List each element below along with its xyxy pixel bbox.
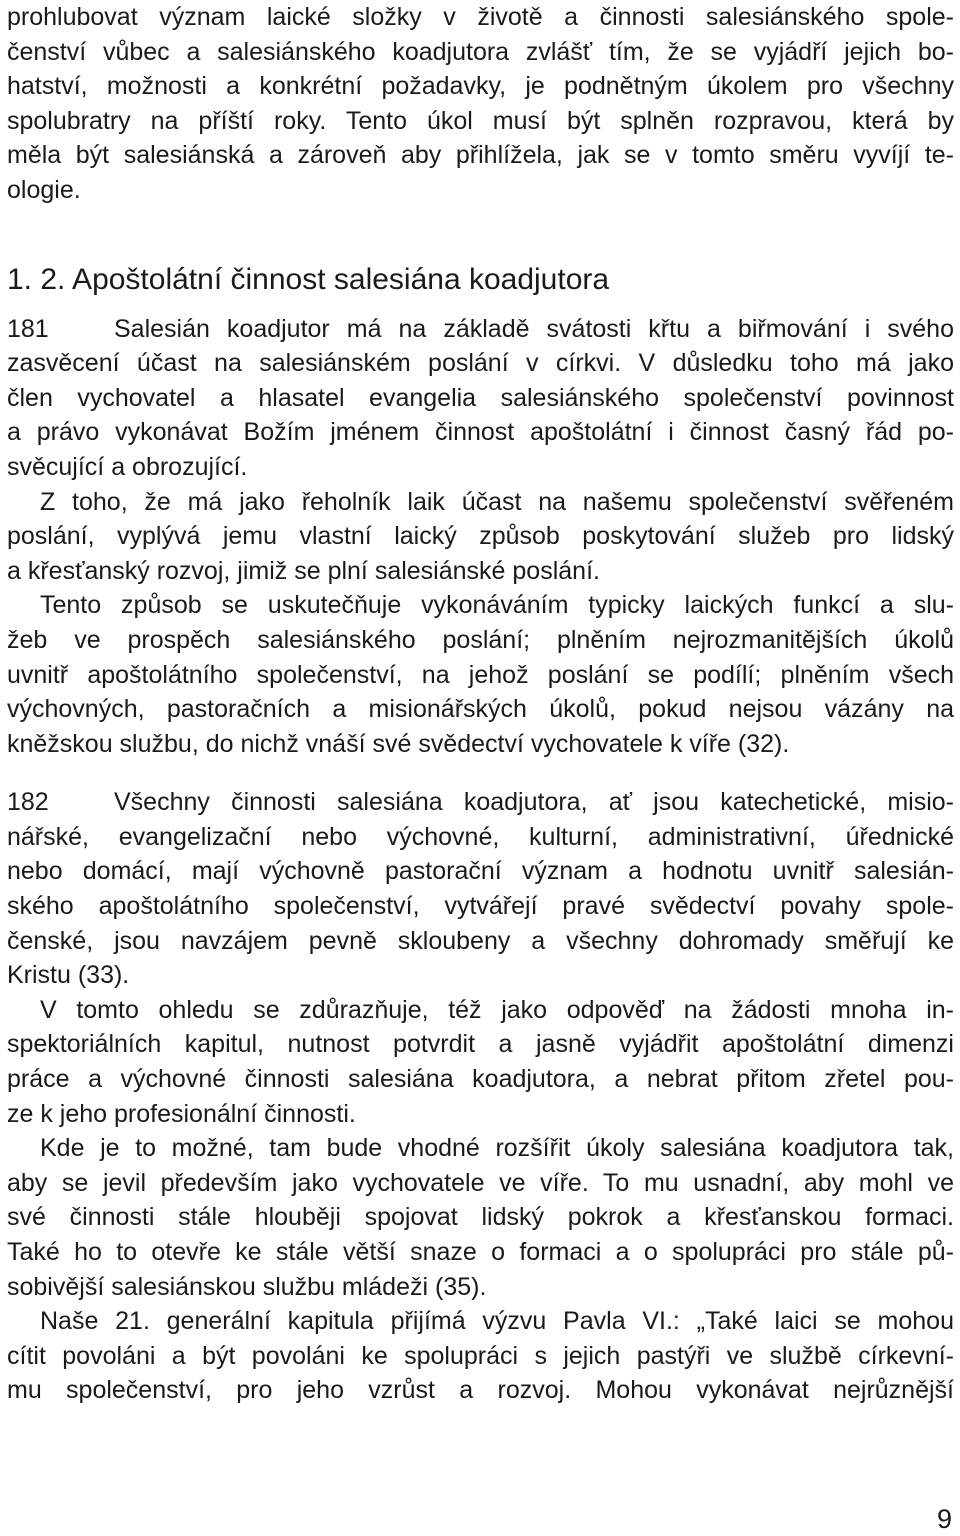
- text-line: sobivější salesiánskou službu mládeži (35).: [7, 1272, 487, 1301]
- text-line: zasvěcení účast na salesiánském poslání v církvi. V důsledku toho má jako: [7, 349, 954, 378]
- text-line: [7, 785, 954, 820]
- text-line: Kristu (33).: [7, 961, 130, 990]
- text-line: mu společenství, pro jeho vzrůst a rozvoj. Mohou vykonávat nejrůznější: [7, 1376, 954, 1405]
- text-line: žeb ve prospěch salesiánského poslání; plněním nejrozmanitějších úkolů: [7, 625, 954, 654]
- text-line: svěcující a obrozující.: [7, 452, 248, 481]
- paragraph-181-b: [7, 485, 954, 589]
- text-line: prohlubovat význam laické složky v životě a činnosti salesiánského spole-: [7, 3, 954, 31]
- text-line: člen vychovatel a hlasatel evangelia salesiánského společenství povinnost: [7, 383, 954, 412]
- text-line: měla být salesiánská a zároveň aby přihlížela, jak se v tomto směru vyvíjí te-: [7, 141, 954, 170]
- paragraph-number: 182: [7, 788, 49, 817]
- document-page: [7, 0, 954, 1408]
- text-line: čenské, jsou navzájem pevně skloubeny a všechny dohromady směřují ke: [7, 926, 954, 955]
- text-line: aby se jevil především jako vychovatele ve víře. To mu usnadní, aby mohl ve: [7, 1168, 954, 1197]
- paragraph-181-c: [7, 588, 954, 761]
- text-line: spektoriálních kapitul, nutnost potvrdit a jasně vyjádřit apoštolátní dimenzi: [7, 1030, 954, 1059]
- text-line: [7, 312, 954, 347]
- text-line: cítit povoláni a být povoláni ke spolupráci s jejich pastýři ve službě církevní-: [7, 1341, 954, 1370]
- text-line: ologie.: [7, 175, 81, 204]
- page-number: 9: [936, 1504, 952, 1534]
- text-line: ze k jeho profesionální činnosti.: [7, 1099, 356, 1128]
- text-line: kněžskou službu, do nichž vnáší své svědectví vychovatele k víře (32).: [7, 729, 790, 758]
- paragraph-182-d: [7, 1304, 954, 1408]
- text-line: práce a výchovné činnosti salesiána koadjutora, a nebrat přitom zřetel pou-: [7, 1065, 954, 1094]
- text-line: uvnitř apoštolátního společenství, na jehož poslání se podílí; plněním všech: [7, 660, 954, 689]
- text-line: nářské, evangelizační nebo výchovné, kulturní, administrativní, úřednické: [7, 822, 954, 851]
- text-line: výchovných, pastoračních a misionářských úkolů, pokud nejsou vázány na: [7, 695, 954, 724]
- paragraph-number: 181: [7, 314, 49, 343]
- paragraph-first-line: Salesián koadjutor má na základě svátosti křtu a biřmování i svého: [114, 314, 954, 343]
- text-line: Tento způsob se uskutečňuje vykonáváním typicky laických funkcí a slu-: [40, 591, 954, 620]
- text-line: čenství vůbec a salesiánského koadjutora zvlášť tím, že se vyjádří jejich bo-: [7, 37, 954, 66]
- text-line: Také ho to otevře ke stále větší snaze o formaci a o spolupráci pro stále pů-: [7, 1238, 954, 1266]
- text-line: Kde je to možné, tam bude vhodné rozšířit úkoly salesiána koadjutora tak,: [40, 1134, 954, 1163]
- text-line: Z toho, že má jako řeholník laik účast na našemu společenství svěřeném: [40, 487, 954, 516]
- paragraph-182: [7, 785, 954, 993]
- text-line: V tomto ohledu se zdůrazňuje, též jako odpověď na žádosti mnoha in-: [40, 995, 954, 1024]
- text-line: Naše 21. generální kapitula přijímá výzvu Pavla VI.: „Také laici se mohou: [40, 1307, 954, 1336]
- spacer: [7, 761, 954, 785]
- text-line: a právo vykonávat Božím jménem činnost apoštolátní i činnost časný řád po-: [7, 418, 954, 447]
- paragraph-182-b: [7, 993, 954, 1131]
- paragraph-first-line: Všechny činnosti salesiána koadjutora, ať jsou katechetické, misio-: [114, 788, 954, 817]
- section-heading: 1. 2. Apoštolátní činnost salesiána koadjutora: [7, 262, 610, 296]
- text-line: poslání, vyplývá jemu vlastní laický způsob poskytování služeb pro lidský: [7, 522, 954, 551]
- text-line: nebo domácí, mají výchovně pastorační význam a hodnotu uvnitř salesián-: [7, 857, 954, 886]
- paragraph-182-c: [7, 1131, 954, 1304]
- text-line: ského apoštolátního společenství, vytvářejí pravé svědectví povahy spole-: [7, 892, 954, 921]
- paragraph-181: [7, 312, 954, 485]
- text-line: a křesťanský rozvoj, jimiž se plní salesiánské poslání.: [7, 556, 600, 585]
- text-line: spolubratry na příští roky. Tento úkol musí být splněn rozpravou, která by: [7, 106, 954, 135]
- text-line: hatství, možnosti a konkrétní požadavky, je podnětným úkolem pro všechny: [7, 72, 954, 101]
- text-line: své činnosti stále hlouběji spojovat lidský pokrok a křesťanskou formaci.: [7, 1203, 954, 1232]
- intro-paragraph: [7, 0, 954, 208]
